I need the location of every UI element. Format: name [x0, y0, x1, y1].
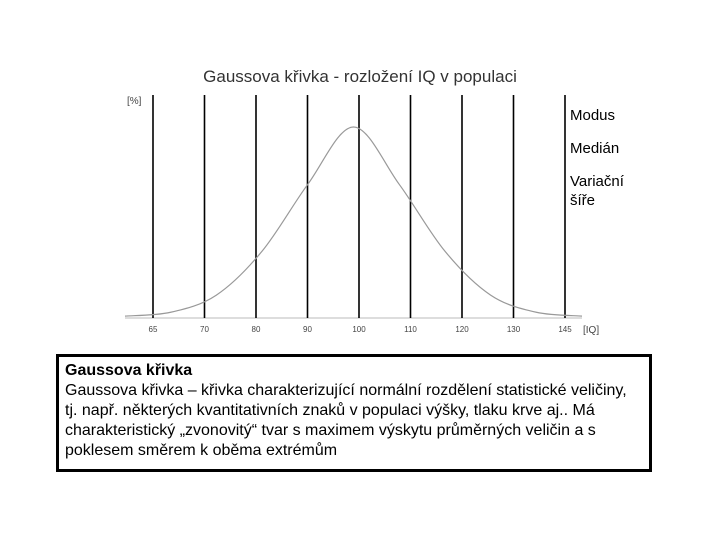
x-tick-label: 80	[251, 325, 261, 334]
caption-box	[56, 354, 652, 472]
x-tick-label: 130	[506, 325, 521, 334]
x-tick-label: 70	[200, 325, 209, 334]
x-tick-labels-group	[149, 325, 573, 334]
chart-title: Gaussova křivka - rozložení IQ v populaci	[203, 67, 517, 86]
x-tick-label: 65	[148, 325, 158, 334]
y-axis-unit-label: [%]	[127, 96, 142, 107]
x-tick-label: 145	[558, 325, 572, 334]
x-tick-label: 90	[303, 325, 312, 334]
caption-body: Gaussova křivka – křivka charakterizující normální rozdělení statistické veličiny, tj. např. některých kvantitativních znaků v populaci výšky, tlaku krve aj.. Má charakteristický „zvonovitý“ tvar s maximem výskytu průměrných veličin a s poklesem směrem k oběma extrémům	[65, 382, 627, 459]
caption-title: Gaussova křivka	[65, 362, 193, 379]
x-tick-label: 110	[404, 325, 417, 334]
x-axis-unit-label: [IQ]	[583, 325, 600, 336]
x-tick-label: 120	[455, 325, 469, 334]
x-tick-label: 100	[352, 325, 366, 334]
label-modus: Modus	[570, 107, 616, 124]
label-median: Medián	[570, 140, 620, 157]
label-variacni-sire: Variační šíře	[570, 173, 624, 209]
